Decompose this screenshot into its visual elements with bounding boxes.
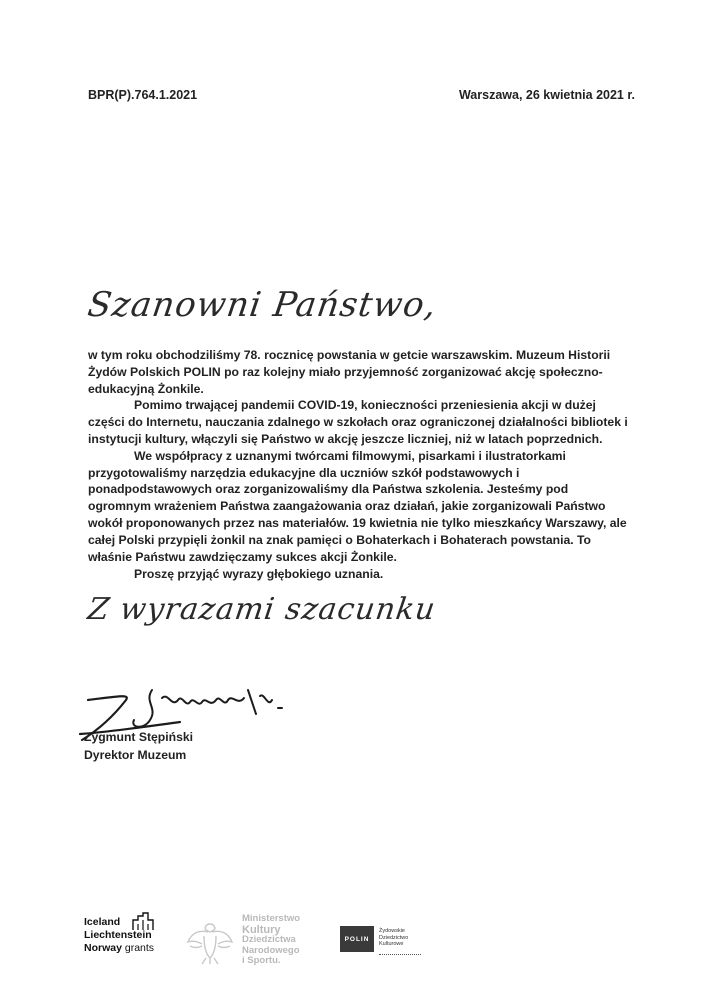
handwritten-closing: Z wyrazami szacunku [85,592,439,627]
polin-logo: POLIN [340,926,374,952]
paragraph: We współpracy z uznanymi twórcami filmowymi, pisarkami i ilustratorkami przygotowaliśmy narzędzia edukacyjne dla uczniów szkół podstawowych i ponadpodstawowych oraz zorganizowaliśmy dla Państwa szkolenia. Jesteśmy pod ogromnym wrażeniem Państwa zaangażowania oraz działań, jakie zorganizowali Państwo wokół proponowanych przez nas materiałów. 19 kwietnia nie tylko mieszkańcy Warszawy, ale całej Polski przypięli żonkil na znak pamięci o Bohaterkach i Bohaterach powstania. To właśnie Państwu zawdzięczamy sukces akcji Żonkile. [88,448,627,564]
paragraph: w tym roku obchodziliśmy 78. rocznicę powstania w getcie warszawskim. Muzeum Historii Żydów Polskich POLIN po raz kolejny miało przyjemność zorganizować akcję społeczno-edukacyjną Żonkile. [88,348,611,396]
polish-eagle-icon [184,916,236,968]
paragraph: Pomimo trwającej pandemii COVID-19, konieczności przeniesienia akcji w dużej części do Internetu, nauczania zdalnego w szkołach oraz ograniczonej działalności bibliotek i instytucji kultury, włączyli się Państwo w akcję jeszcze liczniej, niż w latach poprzednich. [88,398,628,446]
place-date: Warszawa, 26 kwietnia 2021 r. [458,88,635,102]
heritage-logo-text: Żydowskie Dziedzictwo Kulturowe [379,928,409,947]
grants-mark-icon [132,912,154,932]
handwritten-salutation: Szanowni Państwo, [85,285,440,325]
heritage-divider [379,954,421,955]
letter-body [88,347,633,565]
signatory-name: Zygmunt Stępiński [84,730,194,744]
eea-grants-logo: Iceland Liechtenstein Norway grants [84,916,155,954]
ministry-logo-text: Ministerstwo Kultury Dziedzictwa Narodowego i Sportu. [242,913,301,966]
footer-logos [0,910,707,970]
reference-number: BPR(P).764.1.2021 [88,88,198,102]
closing-sentence: Proszę przyjąć wyrazy głębokiego uznania. [134,567,384,581]
signatory-role: Dyrektor Muzeum [84,748,187,762]
